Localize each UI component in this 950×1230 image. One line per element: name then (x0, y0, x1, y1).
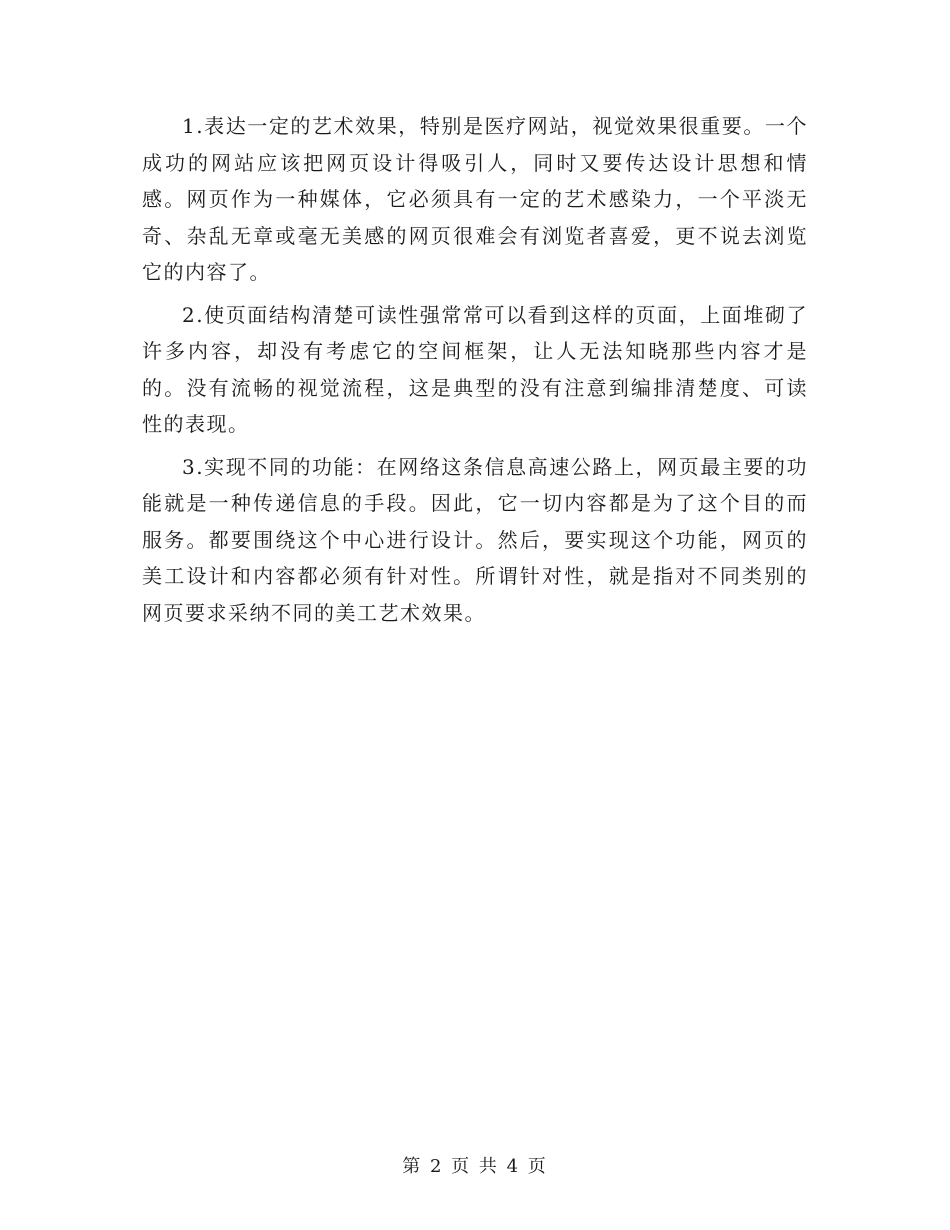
paragraph-3: 3.实现不同的功能：在网络这条信息高速公路上，网页最主要的功能就是一种传递信息的手段。因此，它一切内容都是为了这个目的而服务。都要围绕这个中心进行设计。然后，要实现这个功能，网页的美工设计和内容都必须有针对性。所谓针对性，就是指对不同类别的网页要求采纳不同的美工艺术效果。 (142, 454, 808, 625)
page-footer (0, 1152, 950, 1178)
document-body (142, 108, 808, 637)
paragraph-2: 2.使页面结构清楚可读性强常常可以看到这样的页面，上面堆砌了许多内容，却没有考虑它的空间框架，让人无法知晓那些内容才是的。没有流畅的视觉流程，这是典型的没有注意到编排清楚度、可读性的表现。 (142, 302, 808, 436)
page-number: 第 2 页 共 4 页 (402, 1156, 548, 1177)
paragraph-1: 1.表达一定的艺术效果，特别是医疗网站，视觉效果很重要。一个成功的网站应该把网页设计得吸引人，同时又要传达设计思想和情感。网页作为一种媒体，它必须具有一定的艺术感染力，一个平淡无奇、杂乱无章或毫无美感的网页很难会有浏览者喜爱，更不说去浏览它的内容了。 (142, 114, 808, 284)
